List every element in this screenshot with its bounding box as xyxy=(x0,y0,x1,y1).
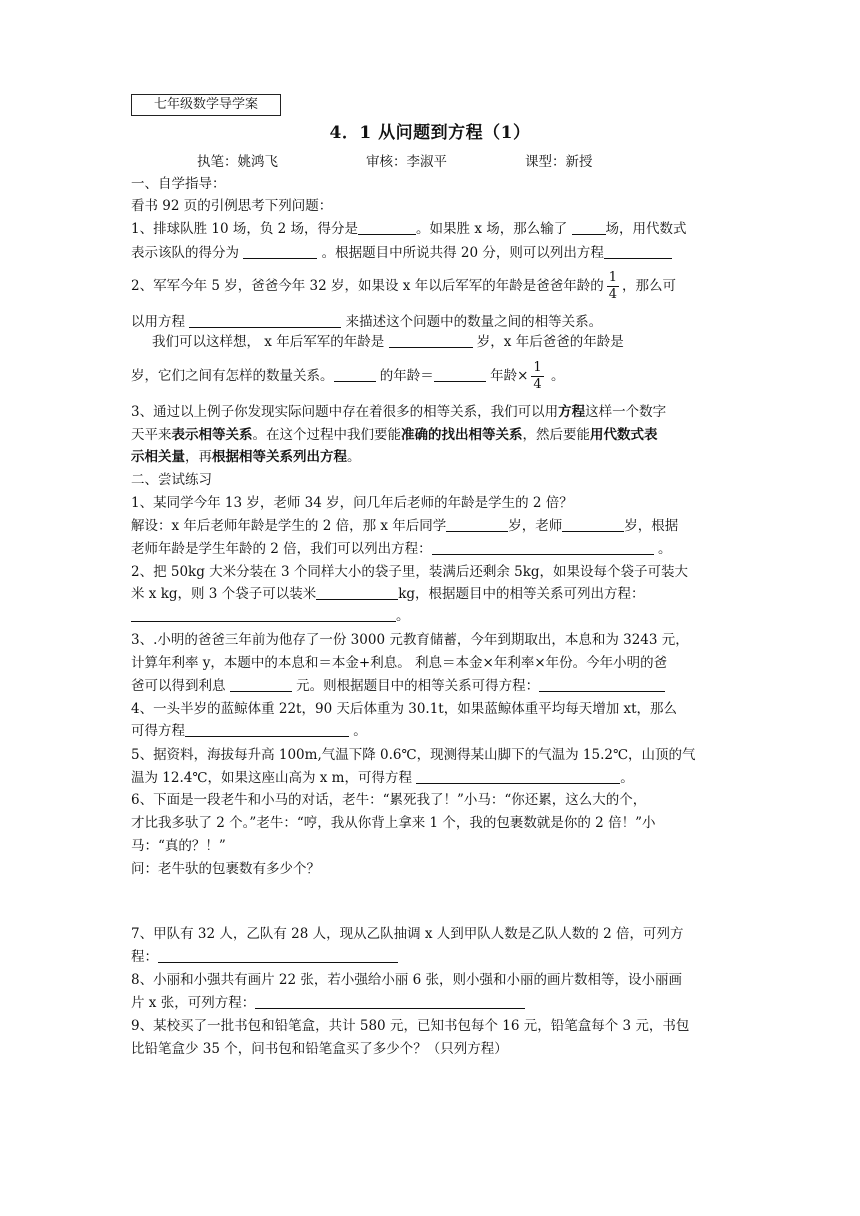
text: 我们可以这样想， x 年后军军的年龄是 xyxy=(152,334,385,350)
question-2-line-2 xyxy=(131,312,602,332)
fraction-numerator: 1 xyxy=(608,270,617,285)
question-1-line-1 xyxy=(131,219,687,239)
emphasis: 准确的找出相等关系 xyxy=(401,427,523,443)
text: 2、军军今年 5 岁，爸爸今年 32 岁，如果设 x 年以后军军的年龄是爸爸年龄的 xyxy=(131,278,604,294)
text: ，再 xyxy=(185,449,212,465)
text: 。 xyxy=(353,723,367,739)
answer-blank[interactable] xyxy=(185,722,349,737)
text: ，然后要能 xyxy=(522,427,590,443)
practice-1-line-3 xyxy=(131,539,671,559)
practice-9-line-2: 比铅笔盒少 35 个，问书包和铅笔盒买了多少个？（只列方程） xyxy=(131,1041,508,1057)
section-heading: 二、尝试练习 xyxy=(131,472,212,488)
text: 元。则根据题目中的相等关系可得方程： xyxy=(296,678,540,694)
question-3-line-1 xyxy=(131,402,666,422)
practice-6-question: 问：老牛驮的包裹数有多少个？ xyxy=(131,861,320,877)
answer-blank[interactable] xyxy=(131,607,396,622)
practice-3-line-3 xyxy=(131,676,665,696)
question-2-line-3 xyxy=(152,332,624,352)
practice-1-line-1: 1、某同学今年 13 岁，老师 34 岁，问几年后老师的年龄是学生的 2 倍？ xyxy=(131,495,573,511)
answer-blank[interactable] xyxy=(539,677,665,692)
answer-blank[interactable] xyxy=(604,244,672,259)
question-3-line-3 xyxy=(131,447,361,467)
answer-blank[interactable] xyxy=(158,948,398,963)
text: 天平来 xyxy=(131,427,172,443)
answer-blank[interactable] xyxy=(316,585,398,600)
answer-blank[interactable] xyxy=(230,677,292,692)
text: 。 xyxy=(550,368,565,384)
practice-2-line-2 xyxy=(131,584,645,604)
section-heading: 一、自学指导： xyxy=(131,176,226,192)
practice-3-line-1: 3、.小明的爸爸三年前为他存了一份 3000 元教育储蓄，今年到期取出，本息和为 3243 元， xyxy=(131,632,689,648)
answer-blank[interactable] xyxy=(358,220,416,235)
emphasis: 用代数式表 xyxy=(590,427,658,443)
text: 岁，老师 xyxy=(508,518,563,534)
answer-blank[interactable] xyxy=(243,244,317,259)
text: 老师年龄是学生年龄的 2 倍，我们可以列出方程： xyxy=(131,541,432,557)
practice-3-line-2: 计算年利率 y，本题中的本息和＝本金+利息。 利息＝本金×年利率×年份。今年小明的爸 xyxy=(131,655,668,671)
fraction-one-quarter xyxy=(607,270,619,303)
fraction-denominator: 4 xyxy=(608,287,617,302)
fraction-one-quarter xyxy=(531,360,543,393)
author-label: 执笔：姚鸿飞 xyxy=(197,154,278,170)
practice-6-line-3: 马：“真的？！” xyxy=(131,838,226,854)
page-title: 4．1 从问题到方程（1） xyxy=(329,123,531,143)
answer-blank[interactable] xyxy=(572,220,606,235)
text: 来描述这个问题中的数量之间的相等关系。 xyxy=(345,314,603,330)
text: 1、排球队胜 10 场，负 2 场，得分是 xyxy=(131,221,359,237)
text: 。 xyxy=(657,541,672,557)
practice-5-line-2 xyxy=(131,768,634,788)
text: 。 xyxy=(347,449,361,465)
emphasis: 方程 xyxy=(558,404,586,420)
text: 岁，根据 xyxy=(624,518,679,534)
answer-blank[interactable] xyxy=(255,994,525,1009)
text: kg，根据题目中的相等关系可列出方程： xyxy=(398,586,645,602)
practice-7-line-1: 7、甲队有 32 人，乙队有 28 人，现从乙队抽调 x 人到甲队人数是乙队人数的 2 倍，可列方 xyxy=(131,926,684,942)
answer-blank[interactable] xyxy=(562,517,624,532)
fraction-denominator: 4 xyxy=(533,377,542,392)
text: 岁，它们之间有怎样的数量关系。 xyxy=(131,368,334,384)
practice-8-line-1: 8、小丽和小强共有画片 22 张，若小强给小丽 6 张，则小强和小丽的画片数相等，设小丽画 xyxy=(131,972,683,988)
text: 。如果胜 x 场，那么输了 xyxy=(416,221,568,237)
practice-2-line-1: 2、把 50kg 大米分装在 3 个同样大小的袋子里，装满后还剩余 5kg，如果设每个袋子可装大 xyxy=(131,564,689,580)
practice-6-line-2: 才比我多驮了 2 个。”老牛：“哼，我从你背上拿来 1 个，我的包裹数就是你的 2 倍！”小 xyxy=(131,815,656,831)
text: 3、通过以上例子你发现实际问题中存在着很多的相等关系，我们可以用 xyxy=(131,404,559,420)
text: 岁，x 年后爸爸的年龄是 xyxy=(476,334,624,350)
practice-1-line-2 xyxy=(131,516,678,536)
fraction-numerator: 1 xyxy=(533,360,542,375)
reviewer-label: 审核：李淑平 xyxy=(366,154,447,170)
text: 的年龄＝ xyxy=(379,368,434,384)
answer-blank[interactable] xyxy=(334,367,376,382)
question-1-line-2 xyxy=(131,243,672,263)
text: 这样一个数字 xyxy=(585,404,667,420)
practice-6-line-1: 6、下面是一段老牛和小马的对话，老牛：“累死我了！”小马：“你还累，这么大的个， xyxy=(131,792,647,808)
practice-2-line-3 xyxy=(131,606,410,626)
practice-7-line-2 xyxy=(131,947,398,967)
grade-label: 七年级数学导学案 xyxy=(131,94,281,116)
question-2-line-4 xyxy=(131,360,564,393)
answer-blank[interactable] xyxy=(446,517,508,532)
text: ，那么可 xyxy=(622,278,676,294)
practice-4-line-2 xyxy=(131,721,367,741)
practice-4-line-1: 4、一头半岁的蓝鲸体重 22t，90 天后体重为 30.1t，如果蓝鲸体重平均每天增加 xt，那么 xyxy=(131,701,678,717)
text: 表示该队的得分为 xyxy=(131,245,239,261)
lesson-type-label: 课型：新授 xyxy=(525,154,593,170)
text: 场，用代数式 xyxy=(605,221,687,237)
text: 。 xyxy=(620,770,634,786)
emphasis: 根据相等关系列出方程 xyxy=(212,449,347,465)
emphasis: 表示相等关系 xyxy=(171,427,253,443)
practice-8-line-2 xyxy=(131,993,525,1013)
text: 。 xyxy=(396,608,410,624)
text: 温为 12.4℃，如果这座山高为 x m，可得方程 xyxy=(131,770,412,786)
text: 片 x 张，可列方程： xyxy=(131,995,256,1011)
emphasis: 示相关量 xyxy=(131,449,185,465)
answer-blank[interactable] xyxy=(416,769,620,784)
text: 可得方程 xyxy=(131,723,185,739)
question-3-line-2 xyxy=(131,425,658,445)
text: 程： xyxy=(131,949,158,965)
text: 年龄× xyxy=(490,368,529,384)
answer-blank[interactable] xyxy=(434,367,486,382)
text: 解设：x 年后老师年龄是学生的 2 倍，那 x 年后同学 xyxy=(131,518,447,534)
text: 以用方程 xyxy=(131,314,185,330)
practice-5-line-1: 5、据资料，海拔每升高 100m,气温下降 0.6℃，现测得某山脚下的气温为 15.2℃，山顶的气 xyxy=(131,747,696,763)
answer-blank[interactable] xyxy=(389,333,473,348)
text: 。根据题目中所说共得 20 分，则可以列出方程 xyxy=(321,245,604,261)
text: 。在这个过程中我们要能 xyxy=(252,427,401,443)
section-intro: 看书 92 页的引例思考下列问题： xyxy=(131,198,333,214)
text: 爸可以得到利息 xyxy=(131,678,226,694)
answer-blank[interactable] xyxy=(189,313,341,328)
text: 米 x kg，则 3 个袋子可以装米 xyxy=(131,586,317,602)
practice-9-line-1: 9、某校买了一批书包和铅笔盒，共计 580 元，已知书包每个 16 元，铅笔盒每个 3 元，书包 xyxy=(131,1018,690,1034)
question-2-line-1 xyxy=(131,270,676,303)
answer-blank[interactable] xyxy=(432,540,654,555)
